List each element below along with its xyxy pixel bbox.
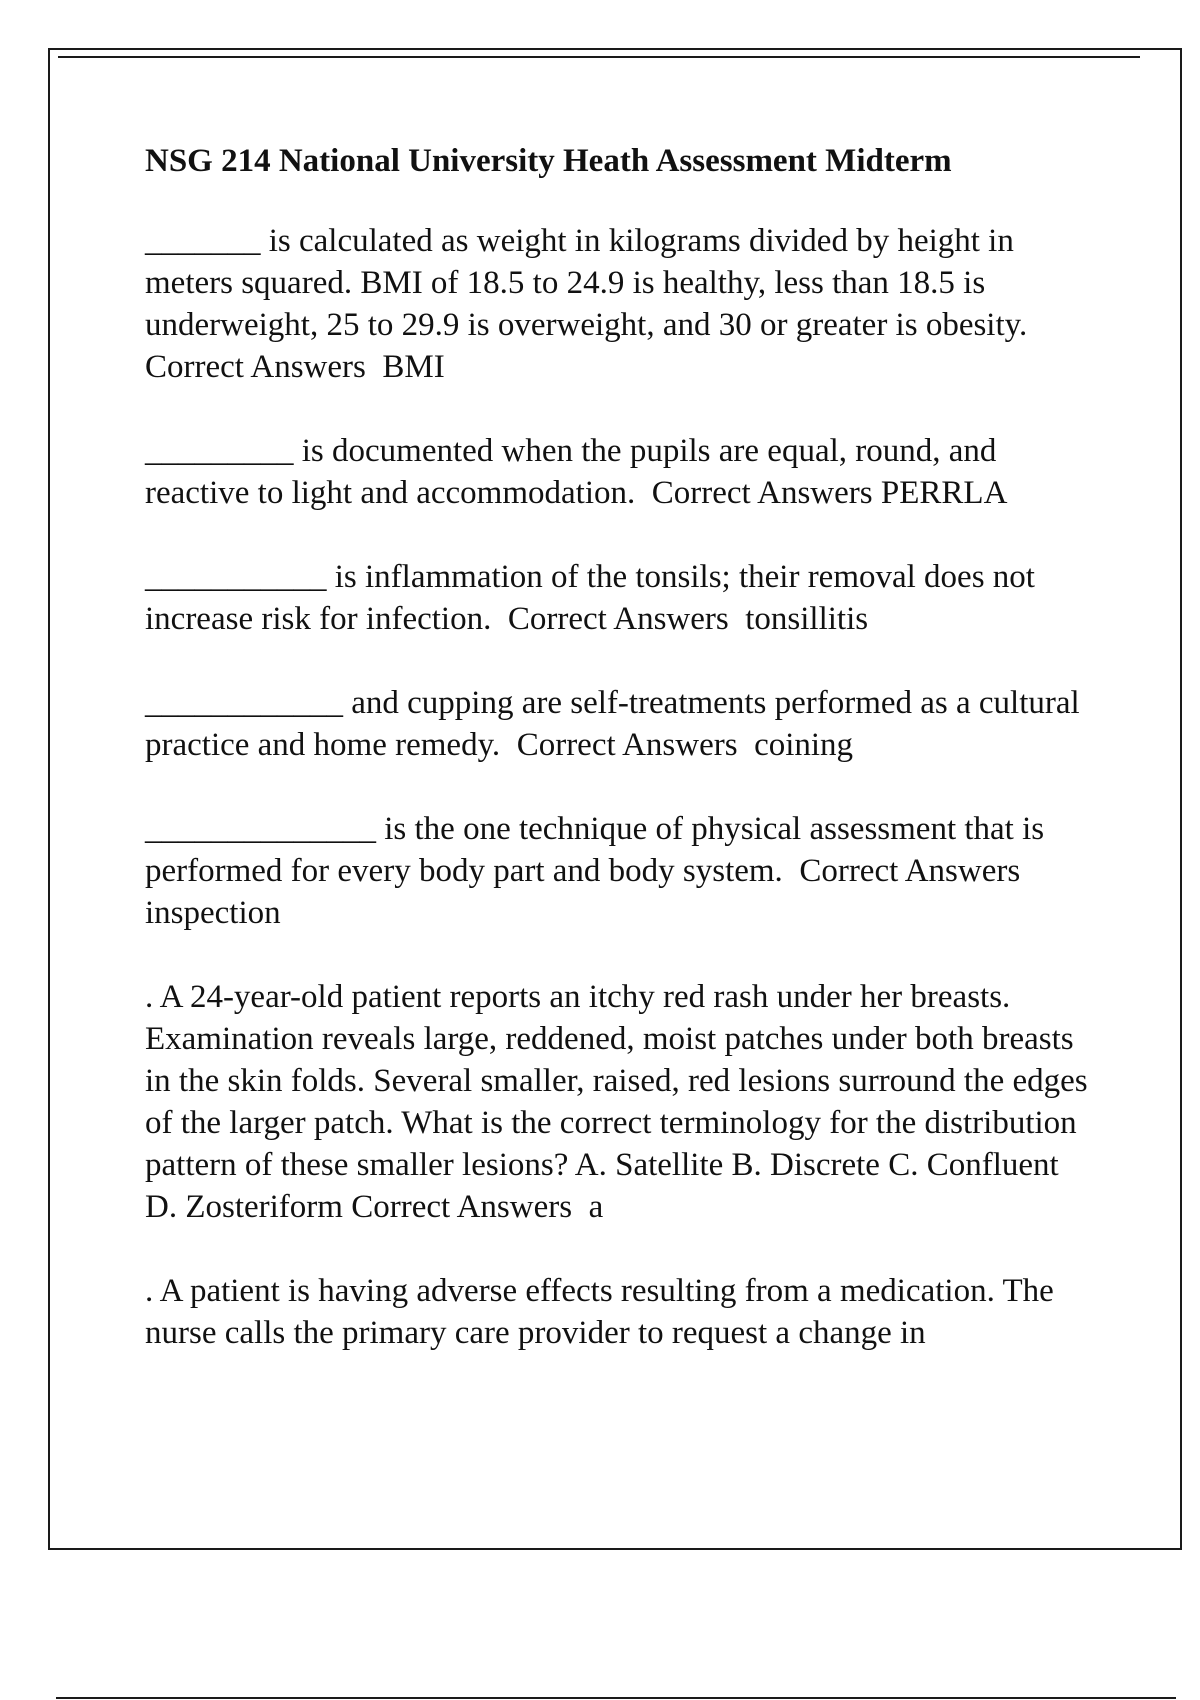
qa-item	[145, 682, 1090, 766]
document-title: NSG 214 National University Heath Assessment Midterm	[145, 143, 952, 179]
question-text: ______________ is the one technique of physical assessment that is performed for every body part and body system.	[145, 811, 1045, 889]
qa-item	[145, 556, 1090, 640]
question-text: _______ is calculated as weight in kilograms divided by height in meters squared. BMI of 18.5 to 24.9 is healthy, less than 18.5 is underweight, 25 to 29.9 is overweight, and 30 or greater is obesity.	[145, 223, 1028, 343]
answer-text: coining	[754, 727, 854, 763]
answer-label: Correct Answers	[516, 727, 738, 763]
answer-text: BMI	[382, 349, 445, 385]
answer-label: Correct Answers	[145, 349, 366, 385]
question-text: _________ is documented when the pupils are equal, round, and reactive to light and accommodation.	[145, 433, 997, 511]
qa-item	[145, 1270, 1090, 1354]
answer-text: a	[588, 1189, 604, 1225]
answer-label: Correct Answers	[351, 1189, 573, 1225]
question-text: . A patient is having adverse effects resulting from a medication. The nurse calls the primary care provider to request a change in	[145, 1273, 1054, 1351]
answer-label: Correct Answers	[507, 601, 729, 637]
answer-text: inspection	[145, 895, 281, 931]
top-rule	[58, 56, 1140, 58]
answer-text: tonsillitis	[745, 601, 869, 637]
document-body	[145, 140, 1090, 1396]
question-text: ___________ is inflammation of the tonsils; their removal does not increase risk for infection.	[145, 559, 1035, 637]
qa-item	[145, 808, 1090, 934]
answer-label: Correct Answers	[799, 853, 1021, 889]
qa-item	[145, 220, 1090, 388]
question-text: ____________ and cupping are self-treatments performed as a cultural practice and home remedy.	[145, 685, 1080, 763]
qa-item	[145, 976, 1090, 1228]
question-text: . A 24-year-old patient reports an itchy red rash under her breasts. Examination reveals large, reddened, moist patches under both breasts in the skin folds. Several smaller, raised, red lesions surround the edges of the larger patch. What is the correct terminology for the distribution pattern of these smaller lesions? A. Satellite B. Discrete C. Confluent D. Zosteriform	[145, 979, 1088, 1225]
answer-label: Correct Answers	[651, 475, 873, 511]
answer-text: PERRLA	[880, 475, 1008, 511]
qa-item	[145, 430, 1090, 514]
bottom-rule	[56, 1697, 1176, 1699]
